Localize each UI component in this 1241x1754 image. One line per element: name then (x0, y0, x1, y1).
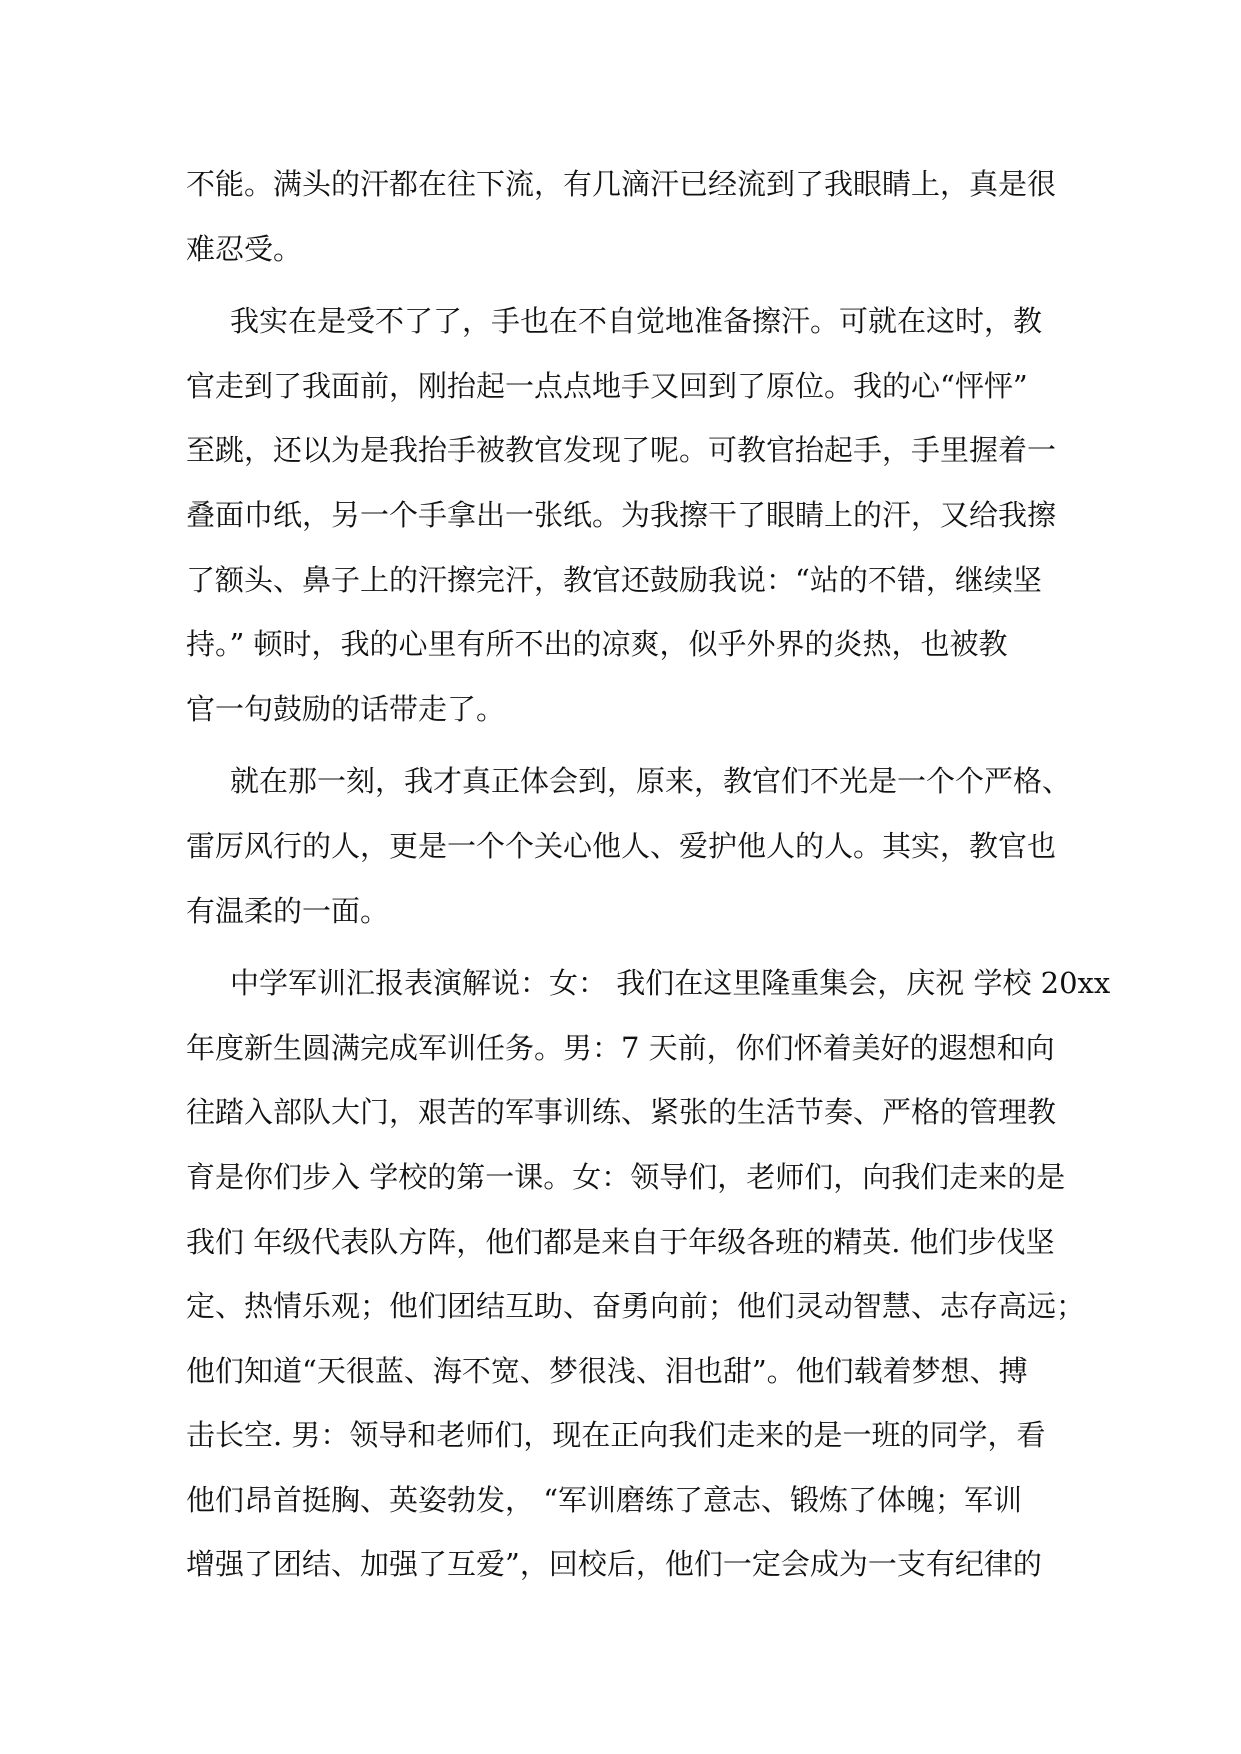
text-line: 育是你们步入 学校的第一课。女：领导们，老师们，向我们走来的是 (186, 1159, 1066, 1194)
text-line: 了额头、鼻子上的汗擦完汗，教官还鼓励我说：“站的不错，继续坚 (186, 562, 1042, 597)
text-line: 不能。满头的汗都在往下流，有几滴汗已经流到了我眼睛上，真是很 (186, 167, 1057, 201)
text-line: 有温柔的一面。 (186, 893, 390, 928)
text-line: 年度新生圆满完成军训任务。男：7 天前，你们怀着美好的遐想和向 (186, 1030, 1055, 1065)
text-line: 雷厉风行的人，更是一个个关心他人、爱护他人的人。其实，教官也 (186, 828, 1057, 863)
paragraph-3 (186, 749, 1086, 943)
text-line: 官走到了我面前，刚抬起一点点地手又回到了原位。我的心“怦怦” (186, 368, 1028, 403)
paragraph-4 (186, 951, 1111, 1597)
text-line: 定、热情乐观；他们团结互助、奋勇向前；他们灵动智慧、志存高远； (186, 1289, 1086, 1324)
text-line: 往踏入部队大门，艰苦的军事训练、紧张的生活节奏、严格的管理教 (186, 1095, 1057, 1130)
text-line: 官一句鼓励的话带走了。 (186, 691, 506, 726)
text-line: 他们昂首挺胸、英姿勃发， “军训磨练了意志、锻炼了体魄；军训 (186, 1482, 1023, 1517)
text-line: 难忍受。 (186, 231, 303, 266)
text-line: 我实在是受不了了，手也在不自觉地准备擦汗。可就在这时，教 (230, 304, 1043, 339)
text-line: 他们知道“天很蓝、海不宽、梦很浅、泪也甜”。他们载着梦想、搏 (186, 1353, 1028, 1388)
paragraph-2 (186, 289, 1086, 741)
text-line: 击长空. 男：领导和老师们，现在正向我们走来的是一班的同学，看 (186, 1418, 1046, 1453)
text-line: 就在那一刻，我才真正体会到，原来，教官们不光是一个个严格、 (230, 764, 1072, 799)
text-line: 中学军训汇报表演解说：女： 我们在这里隆重集会，庆祝 学校 20xx (230, 966, 1111, 1001)
document-body (186, 152, 1111, 1597)
paragraph-1 (186, 152, 1086, 281)
text-line: 持。” 顿时，我的心里有所不出的凉爽，似乎外界的炎热，也被教 (186, 627, 1008, 662)
text-line: 增强了团结、加强了互爱”，回校后，他们一定会成为一支有纪律的 (186, 1547, 1042, 1582)
text-line: 我们 年级代表队方阵，他们都是来自于年级各班的精英. 他们步伐坚 (186, 1224, 1055, 1259)
text-line: 叠面巾纸，另一个手拿出一张纸。为我擦干了眼睛上的汗，又给我擦 (186, 497, 1057, 532)
text-line: 至跳，还以为是我抬手被教官发现了呢。可教官抬起手，手里握着一 (186, 433, 1057, 468)
